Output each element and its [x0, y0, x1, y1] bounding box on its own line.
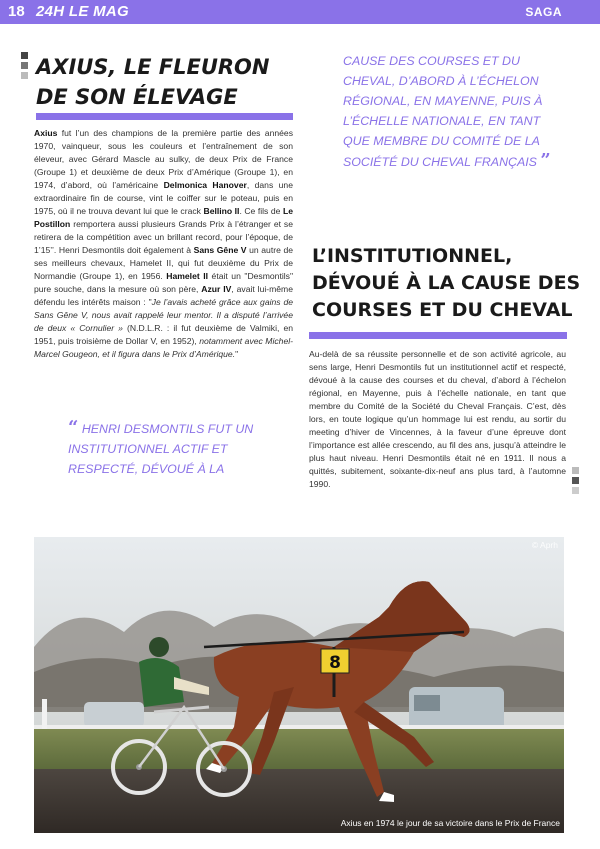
decor-square-2: [21, 62, 28, 69]
race-photo-illustration: [34, 537, 564, 833]
article1-body-segment: Sans Gêne V: [193, 245, 247, 255]
decor-square-4: [572, 467, 579, 474]
decor-square-6: [572, 487, 579, 494]
article1-body: [34, 127, 293, 361]
article1-body-segment: était un "Desmontils" pure souche, dans la mesure où son père,: [34, 271, 293, 294]
article1-body-segment: , dans une extraordinaire fin de course, vint le coiffer sur le poteau, puis en 1975, où il ne trouva devant lui que le crack: [34, 180, 293, 216]
article1-body-segment: Delmonica Hanover: [163, 180, 247, 190]
article2-body: Au-delà de sa réussite personnelle et de son activité agricole, au sens large, Henri Desmontils fut un institutionnel actif et respecté, dévoué à la cause des courses et du cheval, d’abord à l’échelon régional, en Mayenne, puis à l’échelle nationale, en tant que membre du Comité de la Société du Cheval Français. C’est, dès lors, en toute logique qu’un hommage lui est rendu, au sortir du meeting d’hiver de Vincennes, à la faveur d’une épreuve dont l’importance est allée crescendo, au fil des ans, jusqu’à atteindre le plus haut niveau. Henri Desmontils était né en 1911. Il nous a quittés, subitement, soixante-dix-neuf ans plus tard, à l’automne 1990.: [309, 349, 566, 489]
article1-body-segment: un autre de ses meilleurs chevaux, Hamelet II, qui fut deuxième du Prix de Normandie (Groupe 1), en 1956.: [34, 245, 293, 281]
article1-body-segment: Le Postillon: [34, 206, 293, 229]
article1-body-segment: (N.D.L.R. : il fut deuxième de Valmiki, en 1951, puis troisième de Dollar V, en 1952),: [34, 323, 294, 346]
article2-title: L’INSTITUTIONNEL, DÉVOUÉ À LA CAUSE DES COURSES ET DU CHEVAL: [312, 245, 581, 321]
article1-body-segment: , avait lui-même défendu les intérêts maison : ": [34, 284, 293, 307]
article1-body-segment: Azur IV: [201, 284, 232, 294]
header-bar: [0, 0, 600, 24]
quote-close-icon: ”: [540, 150, 551, 171]
photo-caption: Axius en 1974 le jour de sa victoire dans le Prix de France: [340, 818, 560, 828]
article1-body-segment: . Ce fils de: [239, 206, 283, 216]
pull-quote-left: [68, 418, 283, 479]
decor-square-1: [21, 52, 28, 59]
article1-body-segment: notamment avec Michel-Marcel Gougeon, et il figura dans le Prix d’Amérique.: [34, 336, 293, 359]
pull-quote-left-text: HENRI DESMONTILS FUT UN INSTITUTIONNEL ACTIF ET RESPECTÉ, DÉVOUÉ À LA: [68, 422, 254, 476]
magazine-name: 24H LE MAG: [36, 3, 130, 20]
pull-quote-top-text: CAUSE DES COURSES ET DU CHEVAL, D’ABORD À L’ÉCHELON RÉGIONAL, EN MAYENNE, PUIS À L’ÉCHELLE NATIONALE, EN TANT QUE MEMBRE DU COMITÉ DE LA SOCIÉTÉ DU CHEVAL FRANÇAIS: [343, 54, 543, 169]
saddle-number: 8: [329, 653, 341, 673]
quote-open-icon: “: [68, 417, 79, 438]
decor-square-5: [572, 477, 579, 484]
article1-body-segment: Je l’avais acheté grâce aux gains de Sans Gêne V, nous avait rappelé leur mentor. Il a disputé l’arrivée de deux « Cornulier »: [34, 297, 294, 333]
article1-body-segment: fut l’un des champions de la première partie des années 1970, vainqueur, sous les couleurs et l’entraînement de son éleveur, avec Gérard Mascle au sulky, de deux Prix de France (Groupe 1) et deuxième de deux Prix d’Amérique (Groupe 1), en 1974, d’abord, où l’américaine: [34, 128, 293, 190]
article1-body-segment: remportera aussi plusieurs Grands Prix à l’étranger et se retirera de la compétition avec un brillant record, pour l’époque, de 1’15’’. Henri Desmontils doit également à: [34, 219, 293, 255]
race-photo: [34, 537, 564, 833]
article1-body-segment: Bellino II: [203, 206, 240, 216]
article1-title: AXIUS, LE FLEURON DE SON ÉLEVAGE: [36, 55, 270, 109]
photo-credit: © Aprh: [531, 540, 558, 550]
article1-body-segment: Axius: [34, 128, 58, 138]
decor-square-3: [21, 72, 28, 79]
article2-title-underline: [309, 332, 567, 339]
section-label: SAGA: [525, 5, 562, 19]
article1-body-segment: Hamelet II: [166, 271, 209, 281]
page-number: 18: [8, 3, 25, 20]
pull-quote-top: [343, 51, 558, 172]
article1-body-segment: ": [235, 349, 239, 359]
article1-title-underline: [36, 113, 293, 120]
